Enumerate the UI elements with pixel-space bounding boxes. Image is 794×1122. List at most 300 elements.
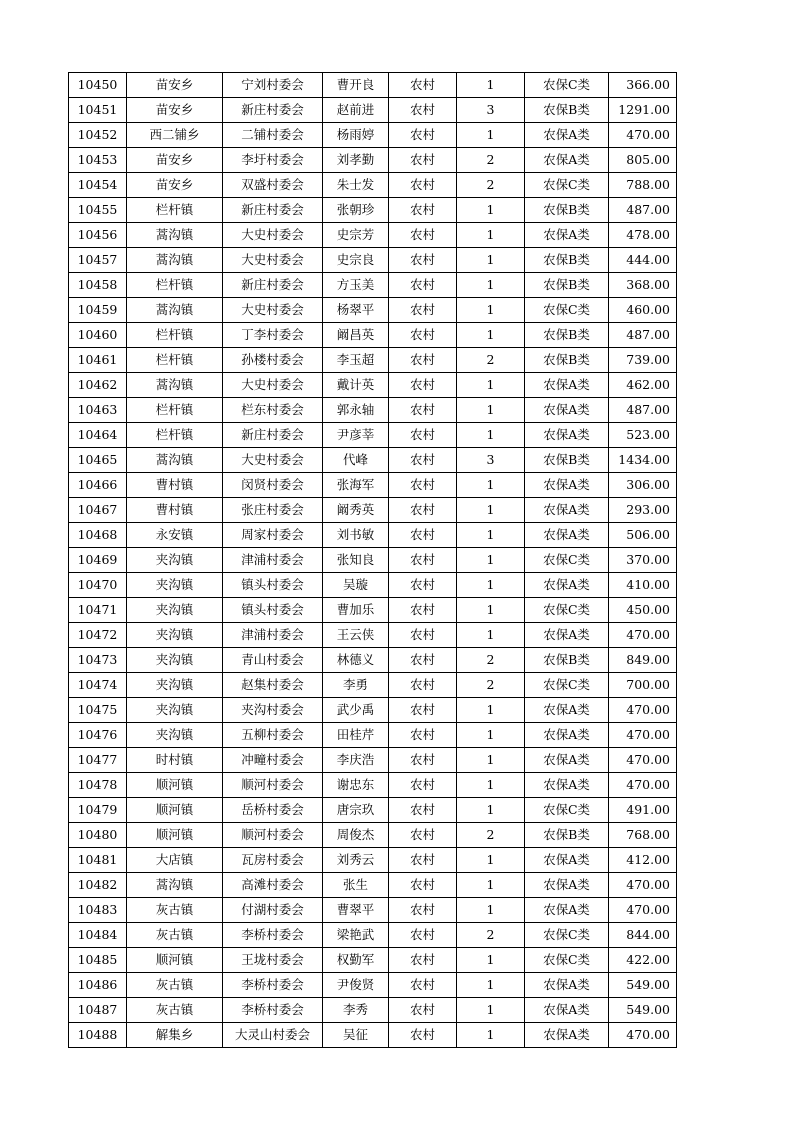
household-count-cell: 2 — [457, 648, 525, 673]
area-type-cell: 农村 — [389, 248, 457, 273]
table-row — [69, 898, 677, 923]
person-name-cell: 张生 — [323, 873, 389, 898]
table-row — [69, 298, 677, 323]
household-count-cell: 1 — [457, 873, 525, 898]
record-id-cell: 10468 — [69, 523, 127, 548]
household-count-cell: 1 — [457, 748, 525, 773]
insurance-class-cell: 农保A类 — [525, 748, 609, 773]
person-name-cell: 张海军 — [323, 473, 389, 498]
record-id-cell: 10479 — [69, 798, 127, 823]
area-type-cell: 农村 — [389, 873, 457, 898]
amount-cell: 487.00 — [609, 323, 677, 348]
person-name-cell: 周俊杰 — [323, 823, 389, 848]
record-id-cell: 10471 — [69, 598, 127, 623]
table-row — [69, 98, 677, 123]
household-count-cell: 2 — [457, 173, 525, 198]
amount-cell: 422.00 — [609, 948, 677, 973]
amount-cell: 700.00 — [609, 673, 677, 698]
township-cell: 解集乡 — [127, 1023, 223, 1048]
household-count-cell: 1 — [457, 323, 525, 348]
person-name-cell: 曹开良 — [323, 73, 389, 98]
record-id-cell: 10451 — [69, 98, 127, 123]
amount-cell: 460.00 — [609, 298, 677, 323]
insurance-class-cell: 农保C类 — [525, 548, 609, 573]
table-row — [69, 123, 677, 148]
township-cell: 蒿沟镇 — [127, 298, 223, 323]
person-name-cell: 张知良 — [323, 548, 389, 573]
township-cell: 栏杆镇 — [127, 423, 223, 448]
household-count-cell: 1 — [457, 948, 525, 973]
insurance-class-cell: 农保C类 — [525, 73, 609, 98]
area-type-cell: 农村 — [389, 148, 457, 173]
township-cell: 苗安乡 — [127, 148, 223, 173]
township-cell: 蒿沟镇 — [127, 448, 223, 473]
table-row — [69, 598, 677, 623]
amount-cell: 849.00 — [609, 648, 677, 673]
area-type-cell: 农村 — [389, 798, 457, 823]
area-type-cell: 农村 — [389, 348, 457, 373]
village-committee-cell: 大史村委会 — [223, 223, 323, 248]
amount-cell: 470.00 — [609, 123, 677, 148]
table-row — [69, 73, 677, 98]
amount-cell: 306.00 — [609, 473, 677, 498]
village-committee-cell: 青山村委会 — [223, 648, 323, 673]
record-id-cell: 10470 — [69, 573, 127, 598]
record-id-cell: 10466 — [69, 473, 127, 498]
household-count-cell: 1 — [457, 723, 525, 748]
person-name-cell: 林德义 — [323, 648, 389, 673]
village-committee-cell: 周家村委会 — [223, 523, 323, 548]
table-row — [69, 498, 677, 523]
village-committee-cell: 大史村委会 — [223, 248, 323, 273]
table-row — [69, 273, 677, 298]
area-type-cell: 农村 — [389, 1023, 457, 1048]
area-type-cell: 农村 — [389, 548, 457, 573]
record-id-cell: 10450 — [69, 73, 127, 98]
person-name-cell: 权勤军 — [323, 948, 389, 973]
record-id-cell: 10453 — [69, 148, 127, 173]
household-count-cell: 1 — [457, 848, 525, 873]
record-id-cell: 10452 — [69, 123, 127, 148]
township-cell: 栏杆镇 — [127, 398, 223, 423]
insurance-class-cell: 农保A类 — [525, 723, 609, 748]
insurance-class-cell: 农保B类 — [525, 648, 609, 673]
insurance-class-cell: 农保A类 — [525, 123, 609, 148]
township-cell: 夹沟镇 — [127, 698, 223, 723]
township-cell: 顺河镇 — [127, 773, 223, 798]
area-type-cell: 农村 — [389, 523, 457, 548]
person-name-cell: 李玉超 — [323, 348, 389, 373]
amount-cell: 470.00 — [609, 873, 677, 898]
record-id-cell: 10462 — [69, 373, 127, 398]
person-name-cell: 曹加乐 — [323, 598, 389, 623]
amount-cell: 1434.00 — [609, 448, 677, 473]
record-id-cell: 10480 — [69, 823, 127, 848]
village-committee-cell: 李桥村委会 — [223, 923, 323, 948]
amount-cell: 487.00 — [609, 398, 677, 423]
person-name-cell: 刘秀云 — [323, 848, 389, 873]
record-id-cell: 10454 — [69, 173, 127, 198]
record-id-cell: 10478 — [69, 773, 127, 798]
household-count-cell: 1 — [457, 123, 525, 148]
record-id-cell: 10481 — [69, 848, 127, 873]
village-committee-cell: 李桥村委会 — [223, 973, 323, 998]
area-type-cell: 农村 — [389, 998, 457, 1023]
insurance-class-cell: 农保B类 — [525, 448, 609, 473]
amount-cell: 470.00 — [609, 748, 677, 773]
record-id-cell: 10474 — [69, 673, 127, 698]
insurance-class-cell: 农保A类 — [525, 573, 609, 598]
table-row — [69, 223, 677, 248]
area-type-cell: 农村 — [389, 748, 457, 773]
township-cell: 大店镇 — [127, 848, 223, 873]
insurance-class-cell: 农保B类 — [525, 198, 609, 223]
township-cell: 蒿沟镇 — [127, 373, 223, 398]
village-committee-cell: 宁刘村委会 — [223, 73, 323, 98]
township-cell: 永安镇 — [127, 523, 223, 548]
village-committee-cell: 赵集村委会 — [223, 673, 323, 698]
township-cell: 顺河镇 — [127, 823, 223, 848]
table-row — [69, 723, 677, 748]
insurance-class-cell: 农保A类 — [525, 373, 609, 398]
person-name-cell: 史宗良 — [323, 248, 389, 273]
person-name-cell: 李勇 — [323, 673, 389, 698]
area-type-cell: 农村 — [389, 423, 457, 448]
township-cell: 夹沟镇 — [127, 573, 223, 598]
township-cell: 蒿沟镇 — [127, 873, 223, 898]
person-name-cell: 曹翠平 — [323, 898, 389, 923]
person-name-cell: 唐宗玖 — [323, 798, 389, 823]
township-cell: 夹沟镇 — [127, 648, 223, 673]
insurance-class-cell: 农保A类 — [525, 423, 609, 448]
amount-cell: 366.00 — [609, 73, 677, 98]
table-row — [69, 873, 677, 898]
household-count-cell: 1 — [457, 423, 525, 448]
person-name-cell: 王云侠 — [323, 623, 389, 648]
insurance-class-cell: 农保C类 — [525, 948, 609, 973]
area-type-cell: 农村 — [389, 173, 457, 198]
township-cell: 蒿沟镇 — [127, 248, 223, 273]
township-cell: 夹沟镇 — [127, 548, 223, 573]
township-cell: 灰古镇 — [127, 973, 223, 998]
insurance-class-cell: 农保A类 — [525, 473, 609, 498]
person-name-cell: 朱士发 — [323, 173, 389, 198]
insurance-class-cell: 农保C类 — [525, 923, 609, 948]
person-name-cell: 张朝珍 — [323, 198, 389, 223]
record-id-cell: 10484 — [69, 923, 127, 948]
table-row — [69, 823, 677, 848]
village-committee-cell: 夹沟村委会 — [223, 698, 323, 723]
area-type-cell: 农村 — [389, 923, 457, 948]
table-row — [69, 148, 677, 173]
amount-cell: 506.00 — [609, 523, 677, 548]
table-row — [69, 798, 677, 823]
household-count-cell: 1 — [457, 398, 525, 423]
household-count-cell: 1 — [457, 548, 525, 573]
household-count-cell: 1 — [457, 998, 525, 1023]
person-name-cell: 尹俊贤 — [323, 973, 389, 998]
insurance-class-cell: 农保C类 — [525, 673, 609, 698]
household-count-cell: 1 — [457, 198, 525, 223]
insurance-class-cell: 农保B类 — [525, 323, 609, 348]
table-row — [69, 1023, 677, 1048]
amount-cell: 450.00 — [609, 598, 677, 623]
table-row — [69, 548, 677, 573]
table-row — [69, 848, 677, 873]
person-name-cell: 刘孝勤 — [323, 148, 389, 173]
household-count-cell: 1 — [457, 773, 525, 798]
township-cell: 夹沟镇 — [127, 673, 223, 698]
person-name-cell: 尹彦莘 — [323, 423, 389, 448]
village-committee-cell: 津浦村委会 — [223, 548, 323, 573]
person-name-cell: 史宗芳 — [323, 223, 389, 248]
township-cell: 夹沟镇 — [127, 623, 223, 648]
person-name-cell: 杨雨婷 — [323, 123, 389, 148]
person-name-cell: 李秀 — [323, 998, 389, 1023]
township-cell: 栏杆镇 — [127, 273, 223, 298]
township-cell: 曹村镇 — [127, 473, 223, 498]
insurance-class-cell: 农保A类 — [525, 873, 609, 898]
village-committee-cell: 李桥村委会 — [223, 998, 323, 1023]
household-count-cell: 1 — [457, 798, 525, 823]
insurance-class-cell: 农保C类 — [525, 173, 609, 198]
area-type-cell: 农村 — [389, 898, 457, 923]
insurance-class-cell: 农保A类 — [525, 498, 609, 523]
area-type-cell: 农村 — [389, 298, 457, 323]
area-type-cell: 农村 — [389, 698, 457, 723]
record-id-cell: 10458 — [69, 273, 127, 298]
township-cell: 西二铺乡 — [127, 123, 223, 148]
record-id-cell: 10473 — [69, 648, 127, 673]
table-row — [69, 473, 677, 498]
table-row — [69, 398, 677, 423]
township-cell: 灰古镇 — [127, 898, 223, 923]
person-name-cell: 方玉美 — [323, 273, 389, 298]
amount-cell: 768.00 — [609, 823, 677, 848]
area-type-cell: 农村 — [389, 498, 457, 523]
record-id-cell: 10472 — [69, 623, 127, 648]
person-name-cell: 阚昌英 — [323, 323, 389, 348]
household-count-cell: 1 — [457, 248, 525, 273]
insurance-class-cell: 农保A类 — [525, 998, 609, 1023]
insurance-class-cell: 农保A类 — [525, 973, 609, 998]
table-row — [69, 373, 677, 398]
record-id-cell: 10476 — [69, 723, 127, 748]
person-name-cell: 刘书敏 — [323, 523, 389, 548]
township-cell: 苗安乡 — [127, 98, 223, 123]
record-id-cell: 10463 — [69, 398, 127, 423]
record-id-cell: 10469 — [69, 548, 127, 573]
area-type-cell: 农村 — [389, 273, 457, 298]
person-name-cell: 郭永轴 — [323, 398, 389, 423]
township-cell: 时村镇 — [127, 748, 223, 773]
township-cell: 灰古镇 — [127, 923, 223, 948]
household-count-cell: 1 — [457, 223, 525, 248]
household-count-cell: 1 — [457, 623, 525, 648]
insurance-class-cell: 农保C类 — [525, 598, 609, 623]
village-committee-cell: 大灵山村委会 — [223, 1023, 323, 1048]
amount-cell: 478.00 — [609, 223, 677, 248]
insurance-class-cell: 农保A类 — [525, 148, 609, 173]
household-count-cell: 2 — [457, 148, 525, 173]
record-id-cell: 10461 — [69, 348, 127, 373]
village-committee-cell: 大史村委会 — [223, 298, 323, 323]
village-committee-cell: 岳桥村委会 — [223, 798, 323, 823]
area-type-cell: 农村 — [389, 773, 457, 798]
village-committee-cell: 孙楼村委会 — [223, 348, 323, 373]
area-type-cell: 农村 — [389, 448, 457, 473]
household-count-cell: 1 — [457, 373, 525, 398]
person-name-cell: 杨翠平 — [323, 298, 389, 323]
table-row — [69, 698, 677, 723]
record-id-cell: 10477 — [69, 748, 127, 773]
insurance-class-cell: 农保B类 — [525, 823, 609, 848]
record-id-cell: 10465 — [69, 448, 127, 473]
household-count-cell: 3 — [457, 98, 525, 123]
village-committee-cell: 二铺村委会 — [223, 123, 323, 148]
area-type-cell: 农村 — [389, 823, 457, 848]
person-name-cell: 戴计英 — [323, 373, 389, 398]
household-count-cell: 2 — [457, 823, 525, 848]
village-committee-cell: 高滩村委会 — [223, 873, 323, 898]
table-row — [69, 948, 677, 973]
household-count-cell: 1 — [457, 973, 525, 998]
household-count-cell: 2 — [457, 923, 525, 948]
area-type-cell: 农村 — [389, 723, 457, 748]
household-count-cell: 3 — [457, 448, 525, 473]
village-committee-cell: 新庄村委会 — [223, 423, 323, 448]
township-cell: 顺河镇 — [127, 798, 223, 823]
area-type-cell: 农村 — [389, 673, 457, 698]
insurance-class-cell: 农保B类 — [525, 248, 609, 273]
village-committee-cell: 大史村委会 — [223, 448, 323, 473]
household-count-cell: 2 — [457, 673, 525, 698]
amount-cell: 549.00 — [609, 973, 677, 998]
amount-cell: 470.00 — [609, 898, 677, 923]
village-committee-cell: 新庄村委会 — [223, 273, 323, 298]
household-count-cell: 1 — [457, 273, 525, 298]
record-id-cell: 10488 — [69, 1023, 127, 1048]
village-committee-cell: 津浦村委会 — [223, 623, 323, 648]
area-type-cell: 农村 — [389, 573, 457, 598]
record-id-cell: 10483 — [69, 898, 127, 923]
household-count-cell: 1 — [457, 73, 525, 98]
village-committee-cell: 张庄村委会 — [223, 498, 323, 523]
area-type-cell: 农村 — [389, 323, 457, 348]
township-cell: 曹村镇 — [127, 498, 223, 523]
insurance-class-cell: 农保A类 — [525, 698, 609, 723]
table-row — [69, 248, 677, 273]
record-id-cell: 10485 — [69, 948, 127, 973]
insurance-class-cell: 农保C类 — [525, 798, 609, 823]
village-committee-cell: 栏东村委会 — [223, 398, 323, 423]
table-row — [69, 523, 677, 548]
person-name-cell: 李庆浩 — [323, 748, 389, 773]
amount-cell: 470.00 — [609, 1023, 677, 1048]
table-row — [69, 323, 677, 348]
village-committee-cell: 双盛村委会 — [223, 173, 323, 198]
area-type-cell: 农村 — [389, 973, 457, 998]
area-type-cell: 农村 — [389, 948, 457, 973]
record-id-cell: 10467 — [69, 498, 127, 523]
amount-cell: 844.00 — [609, 923, 677, 948]
village-committee-cell: 瓦房村委会 — [223, 848, 323, 873]
amount-cell: 462.00 — [609, 373, 677, 398]
insurance-class-cell: 农保A类 — [525, 223, 609, 248]
table-row — [69, 448, 677, 473]
insurance-class-cell: 农保A类 — [525, 1023, 609, 1048]
record-id-cell: 10460 — [69, 323, 127, 348]
table-row — [69, 923, 677, 948]
table-row — [69, 623, 677, 648]
area-type-cell: 农村 — [389, 373, 457, 398]
insurance-class-cell: 农保A类 — [525, 898, 609, 923]
table-row — [69, 773, 677, 798]
insurance-class-cell: 农保A类 — [525, 623, 609, 648]
township-cell: 夹沟镇 — [127, 598, 223, 623]
person-name-cell: 赵前进 — [323, 98, 389, 123]
household-count-cell: 1 — [457, 1023, 525, 1048]
record-id-cell: 10464 — [69, 423, 127, 448]
amount-cell: 470.00 — [609, 773, 677, 798]
village-committee-cell: 新庄村委会 — [223, 198, 323, 223]
village-committee-cell: 闵贤村委会 — [223, 473, 323, 498]
insurance-class-cell: 农保C类 — [525, 298, 609, 323]
amount-cell: 739.00 — [609, 348, 677, 373]
record-id-cell: 10487 — [69, 998, 127, 1023]
person-name-cell: 阚秀英 — [323, 498, 389, 523]
village-committee-cell: 大史村委会 — [223, 373, 323, 398]
record-id-cell: 10455 — [69, 198, 127, 223]
record-id-cell: 10459 — [69, 298, 127, 323]
area-type-cell: 农村 — [389, 123, 457, 148]
record-id-cell: 10486 — [69, 973, 127, 998]
amount-cell: 370.00 — [609, 548, 677, 573]
insurance-class-cell: 农保A类 — [525, 773, 609, 798]
village-committee-cell: 顺河村委会 — [223, 773, 323, 798]
record-id-cell: 10456 — [69, 223, 127, 248]
person-name-cell: 梁艳武 — [323, 923, 389, 948]
household-count-cell: 1 — [457, 598, 525, 623]
area-type-cell: 农村 — [389, 648, 457, 673]
township-cell: 灰古镇 — [127, 998, 223, 1023]
village-committee-cell: 李圩村委会 — [223, 148, 323, 173]
village-committee-cell: 王垅村委会 — [223, 948, 323, 973]
table-row — [69, 198, 677, 223]
township-cell: 栏杆镇 — [127, 198, 223, 223]
amount-cell: 805.00 — [609, 148, 677, 173]
village-committee-cell: 冲疃村委会 — [223, 748, 323, 773]
table-row — [69, 648, 677, 673]
township-cell: 苗安乡 — [127, 73, 223, 98]
person-name-cell: 谢忠东 — [323, 773, 389, 798]
area-type-cell: 农村 — [389, 598, 457, 623]
insurance-class-cell: 农保A类 — [525, 523, 609, 548]
person-name-cell: 武少禹 — [323, 698, 389, 723]
insurance-class-cell: 农保B类 — [525, 98, 609, 123]
household-count-cell: 2 — [457, 348, 525, 373]
record-id-cell: 10475 — [69, 698, 127, 723]
table-row — [69, 673, 677, 698]
area-type-cell: 农村 — [389, 623, 457, 648]
village-committee-cell: 丁李村委会 — [223, 323, 323, 348]
area-type-cell: 农村 — [389, 473, 457, 498]
table-row — [69, 573, 677, 598]
amount-cell: 523.00 — [609, 423, 677, 448]
village-committee-cell: 五柳村委会 — [223, 723, 323, 748]
amount-cell: 1291.00 — [609, 98, 677, 123]
table-body — [69, 73, 677, 1048]
